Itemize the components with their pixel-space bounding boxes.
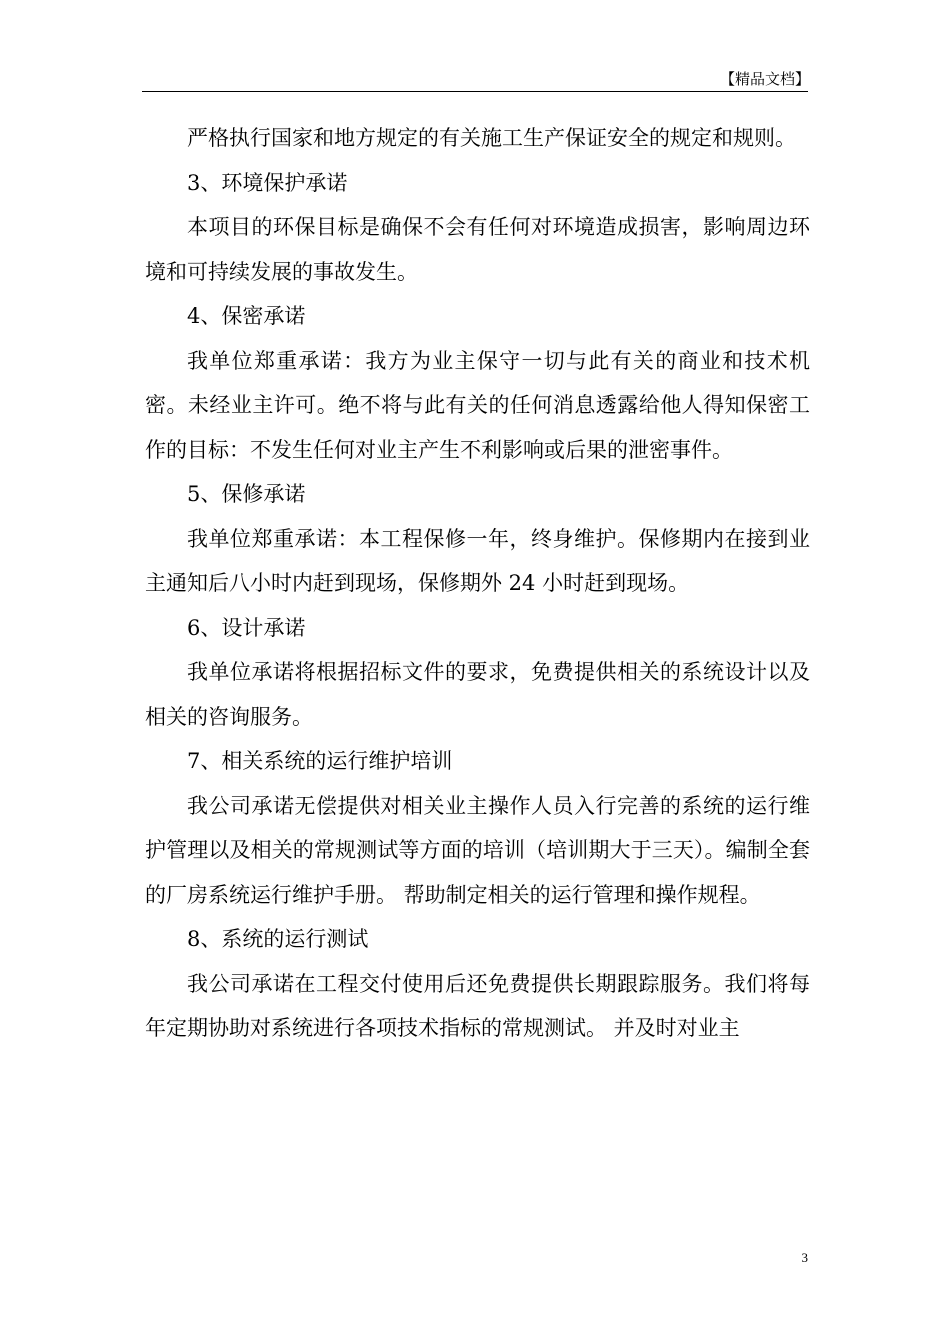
heading-maintenance-training: 7、相关系统的运行维护培训 [187, 749, 453, 773]
document-header-label: 【精品文档】 [719, 70, 810, 88]
paragraph-maintenance-training: 我公司承诺无偿提供对相关业主操作人员入行完善的系统的运行维护管理以及相关的常规测试等方面的培训（培训期大于三天）。编制全套的厂房系统运行维护手册。 帮助制定相关的运行管理和操作规程。 [145, 793, 810, 907]
paragraph-safety-rules: 严格执行国家和地方规定的有关施工生产保证安全的规定和规则。 [187, 126, 796, 150]
paragraph-confidentiality: 我单位郑重承诺：我方为业主保守一切与此有关的商业和技术机密。未经业主许可。绝不将与此有关的任何消息透露给他人得知保密工作的目标：不发生任何对业主产生不利影响或后果的泄密事件。 [145, 348, 810, 462]
heading-warranty-commitment: 5、保修承诺 [187, 482, 306, 506]
paragraph-design: 我单位承诺将根据招标文件的要求，免费提供相关的系统设计以及相关的咨询服务。 [145, 660, 810, 729]
heading-confidentiality-commitment: 4、保密承诺 [187, 304, 306, 328]
paragraph-environment: 本项目的环保目标是确保不会有任何对环境造成损害，影响周边环境和可持续发展的事故发生。 [145, 215, 810, 284]
document-body [145, 116, 810, 1051]
heading-design-commitment: 6、设计承诺 [187, 615, 306, 640]
heading-environment-commitment: 3、环境保护承诺 [187, 170, 348, 195]
page-number: 3 [801, 1250, 808, 1265]
paragraph-operation-testing: 我公司承诺在工程交付使用后还免费提供长期跟踪服务。我们将每年定期协助对系统进行各项技术指标的常规测试。 并及时对业主 [145, 971, 810, 1040]
paragraph-warranty: 我单位郑重承诺：本工程保修一年，终身维护。保修期内在接到业主通知后八小时内赶到现场，保修期外 24 小时赶到现场。 [145, 526, 810, 595]
heading-operation-testing: 8、系统的运行测试 [187, 927, 369, 951]
header-divider [142, 91, 808, 92]
